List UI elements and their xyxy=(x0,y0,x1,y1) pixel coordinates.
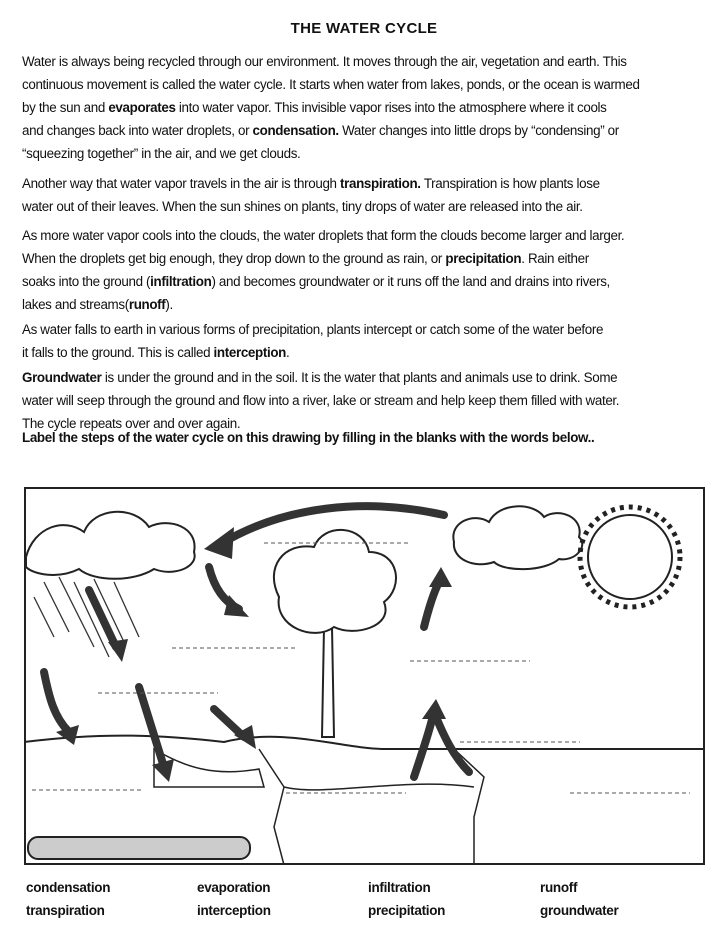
paragraph xyxy=(22,318,712,364)
text-segment: lakes and streams( xyxy=(22,297,129,312)
page-title: THE WATER CYCLE xyxy=(290,20,438,37)
word-bank-word: precipitation xyxy=(368,903,446,918)
text-segment: As water falls to earth in various forms of precipitation, plants intercept or catch some of the water before xyxy=(22,322,604,337)
text-segment: Another way that water vapor travels in the air is through xyxy=(22,176,341,191)
text-segment: continuous movement is called the water cycle. It starts when water from lakes, ponds, or the ocean is warmed xyxy=(22,77,640,92)
water-cycle-diagram xyxy=(24,487,705,865)
word-bank-column xyxy=(197,876,271,922)
text-line xyxy=(22,293,712,316)
text-line xyxy=(22,119,712,142)
text-segment: into water vapor. This invisible vapor rises into the atmosphere where it cools xyxy=(175,100,607,115)
text-segment: is under the ground and in the soil. It is the water that plants and animals use to drink. Some xyxy=(101,370,618,385)
text-line xyxy=(22,389,712,412)
cloud-icon xyxy=(453,506,582,569)
text-segment: water will seep through the ground and flow into a river, lake or stream and help keep them filled with water. xyxy=(22,393,620,408)
instructions xyxy=(22,426,712,449)
text-line xyxy=(22,318,712,341)
word-bank-word: evaporation xyxy=(197,880,271,895)
text-segment: Water changes into little drops by “condensing” or xyxy=(338,123,619,138)
text-segment: it falls to the ground. This is called xyxy=(22,345,214,360)
text-line xyxy=(22,142,712,165)
word-bank-column xyxy=(26,876,110,922)
bold-term: Groundwater xyxy=(22,370,102,385)
text-segment: Transpiration is how plants lose xyxy=(420,176,600,191)
text-line xyxy=(22,195,712,218)
text-segment: . Rain either xyxy=(521,251,589,266)
arrow-rain-icon xyxy=(89,590,116,647)
text-line xyxy=(22,341,712,364)
word-bank-word: runoff xyxy=(540,880,578,895)
word-bank-word: transpiration xyxy=(26,903,105,918)
word-bank-word: interception xyxy=(197,903,271,918)
bold-term: interception xyxy=(213,345,286,360)
text-segment: and changes back into water droplets, or xyxy=(22,123,253,138)
text-segment: water out of their leaves. When the sun shines on plants, tiny drops of water are released into the air. xyxy=(22,199,583,214)
bold-term: infiltration xyxy=(150,274,212,289)
arrow-infiltration-icon xyxy=(139,687,164,767)
text-segment: soaks into the ground ( xyxy=(22,274,151,289)
paragraph xyxy=(22,50,712,165)
word-bank-column xyxy=(368,876,445,922)
text-line xyxy=(22,247,712,270)
paragraph xyxy=(22,172,712,218)
bold-term: precipitation xyxy=(445,251,522,266)
groundwater-layer xyxy=(28,837,250,859)
text-segment: Water is always being recycled through our environment. It moves through the air, vegetation and earth. This xyxy=(22,54,627,69)
paragraph xyxy=(22,224,712,316)
text-segment: “squeezing together” in the air, and we get clouds. xyxy=(22,146,301,161)
bold-term: condensation. xyxy=(252,123,339,138)
word-bank-word: groundwater xyxy=(540,903,619,918)
text-line xyxy=(22,73,712,96)
word-bank-column xyxy=(540,876,618,922)
bold-term: runoff xyxy=(128,297,166,312)
rain-cloud-icon xyxy=(26,512,195,579)
text-segment: When the droplets get big enough, they drop down to the ground as rain, or xyxy=(22,251,446,266)
text-line xyxy=(22,224,712,247)
arrow-groundwater-up-icon xyxy=(414,712,434,777)
text-line xyxy=(22,96,712,119)
text-line xyxy=(22,426,712,449)
bold-term: evaporates xyxy=(108,100,176,115)
text-segment: . xyxy=(285,345,290,360)
soil-cliff xyxy=(259,749,484,865)
text-segment: ) and becomes groundwater or it runs off the land and drains into rivers, xyxy=(211,274,610,289)
sun-icon xyxy=(580,507,680,607)
text-line xyxy=(22,366,712,389)
word-bank-word: infiltration xyxy=(368,880,431,895)
text-line xyxy=(22,172,712,195)
paragraph xyxy=(22,366,712,435)
text-line xyxy=(22,50,712,73)
arrow-evaporation-up-icon xyxy=(424,582,439,627)
text-segment: ). xyxy=(165,297,173,312)
arrow-runoff-icon xyxy=(44,672,69,732)
text-line xyxy=(22,270,712,293)
text-segment: The cycle repeats over and over again. xyxy=(22,416,241,431)
bold-term: transpiration. xyxy=(340,176,421,191)
text-segment: by the sun and xyxy=(22,100,109,115)
ground-line xyxy=(24,736,704,749)
bold-term: Label the steps of the water cycle on this drawing by filling in the blanks with the words below.. xyxy=(22,430,595,445)
tree-icon xyxy=(274,530,396,737)
text-segment: As more water vapor cools into the clouds, the water droplets that form the clouds become larger and larger. xyxy=(22,228,625,243)
word-bank-word: condensation xyxy=(26,880,111,895)
